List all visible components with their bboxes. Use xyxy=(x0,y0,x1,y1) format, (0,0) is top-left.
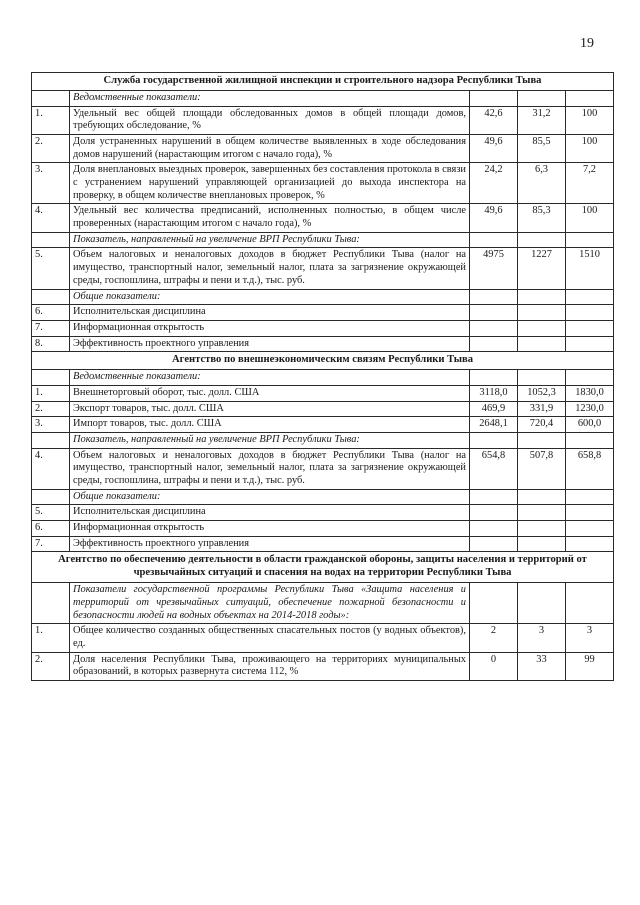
row-number: 2. xyxy=(32,652,70,680)
row-number: 3. xyxy=(32,417,70,433)
empty-cell xyxy=(566,521,614,537)
indicator-value: 42,6 xyxy=(470,106,518,134)
page-number: 19 xyxy=(580,36,594,51)
section-title: Служба государственной жилищной инспекции и строительного надзора Республики Тыва xyxy=(32,73,614,91)
row-number: 1. xyxy=(32,385,70,401)
empty-cell xyxy=(470,336,518,352)
empty-cell xyxy=(32,583,70,624)
row-number: 6. xyxy=(32,305,70,321)
empty-cell xyxy=(32,232,70,248)
empty-cell xyxy=(518,320,566,336)
indicator-value: 1830,0 xyxy=(566,385,614,401)
empty-cell xyxy=(470,536,518,552)
indicator-value: 507,8 xyxy=(518,448,566,489)
group-label: Общие показатели: xyxy=(70,489,470,505)
indicator-description: Импорт товаров, тыс. долл. США xyxy=(70,417,470,433)
empty-cell xyxy=(470,320,518,336)
table-row xyxy=(32,73,614,91)
indicator-value: 2 xyxy=(470,624,518,652)
indicator-description: Объем налоговых и неналоговых доходов в бюджет Республики Тыва (налог на имущество, транспортный налог, земельный налог, плата за загрязнение окружающей среды, госпошлина, штрафы и пени и т.д.), тыс. руб. xyxy=(70,448,470,489)
row-number: 7. xyxy=(32,536,70,552)
indicators-table xyxy=(31,72,614,681)
empty-cell xyxy=(518,370,566,386)
table-row xyxy=(32,134,614,162)
empty-cell xyxy=(518,489,566,505)
table-row xyxy=(32,583,614,624)
table-row xyxy=(32,352,614,370)
table-row xyxy=(32,521,614,537)
indicator-description: Доля устраненных нарушений в общем количестве выявленных в ходе обследования домов нарушений (нарастающим итогом с начало года), % xyxy=(70,134,470,162)
empty-cell xyxy=(566,583,614,624)
empty-cell xyxy=(470,505,518,521)
empty-cell xyxy=(566,336,614,352)
row-number: 4. xyxy=(32,448,70,489)
table-row xyxy=(32,417,614,433)
indicator-value: 99 xyxy=(566,652,614,680)
table-row xyxy=(32,90,614,106)
indicator-value: 658,8 xyxy=(566,448,614,489)
indicator-value: 1052,3 xyxy=(518,385,566,401)
row-number: 7. xyxy=(32,320,70,336)
indicator-value: 7,2 xyxy=(566,163,614,204)
empty-cell xyxy=(566,489,614,505)
indicator-value: 1227 xyxy=(518,248,566,289)
table-row xyxy=(32,489,614,505)
row-number: 5. xyxy=(32,505,70,521)
table-row xyxy=(32,305,614,321)
indicator-value: 654,8 xyxy=(470,448,518,489)
indicator-description: Эффективность проектного управления xyxy=(70,536,470,552)
empty-cell xyxy=(470,432,518,448)
indicator-description: Удельный вес количества предписаний, исполненных полностью, в общем числе проверенных (нарастающим итогом с начало года), % xyxy=(70,204,470,232)
empty-cell xyxy=(566,232,614,248)
empty-cell xyxy=(32,370,70,386)
empty-cell xyxy=(470,305,518,321)
empty-cell xyxy=(518,336,566,352)
indicator-description: Информационная открытость xyxy=(70,320,470,336)
section-title: Агентство по внешнеэкономическим связям Республики Тыва xyxy=(32,352,614,370)
empty-cell xyxy=(470,289,518,305)
indicator-value: 100 xyxy=(566,204,614,232)
table-row xyxy=(32,320,614,336)
table-row xyxy=(32,505,614,521)
table-row xyxy=(32,385,614,401)
indicator-value: 720,4 xyxy=(518,417,566,433)
indicator-description: Объем налоговых и неналоговых доходов в бюджет Республики Тыва (налог на имущество, транспортный налог, земельный налог, плата за загрязнение окружающей среды, госпошлина, штрафы и пени и т.д.), тыс. руб. xyxy=(70,248,470,289)
empty-cell xyxy=(32,90,70,106)
empty-cell xyxy=(518,232,566,248)
empty-cell xyxy=(470,90,518,106)
table-row xyxy=(32,232,614,248)
indicator-value: 24,2 xyxy=(470,163,518,204)
indicator-value: 2648,1 xyxy=(470,417,518,433)
table-row xyxy=(32,163,614,204)
empty-cell xyxy=(566,320,614,336)
indicator-description: Информационная открытость xyxy=(70,521,470,537)
indicator-description: Доля внеплановых выездных проверок, завершенных без составления протокола в связи с устранением нарушений управляющей организацией до выхода инспектора на проверку, в общем количестве внеплановых проверок, % xyxy=(70,163,470,204)
empty-cell xyxy=(566,505,614,521)
indicator-value: 469,9 xyxy=(470,401,518,417)
group-label: Показатель, направленный на увеличение ВРП Республики Тыва: xyxy=(70,432,470,448)
empty-cell xyxy=(32,432,70,448)
empty-cell xyxy=(566,289,614,305)
indicator-value: 49,6 xyxy=(470,134,518,162)
indicator-value: 85,3 xyxy=(518,204,566,232)
indicator-value: 600,0 xyxy=(566,417,614,433)
indicator-value: 6,3 xyxy=(518,163,566,204)
table-row xyxy=(32,401,614,417)
indicator-description: Внешнеторговый оборот, тыс. долл. США xyxy=(70,385,470,401)
row-number: 2. xyxy=(32,401,70,417)
empty-cell xyxy=(470,232,518,248)
empty-cell xyxy=(518,521,566,537)
indicator-value: 0 xyxy=(470,652,518,680)
empty-cell xyxy=(566,370,614,386)
indicator-value: 33 xyxy=(518,652,566,680)
empty-cell xyxy=(470,583,518,624)
indicator-value: 49,6 xyxy=(470,204,518,232)
indicator-description: Экспорт товаров, тыс. долл. США xyxy=(70,401,470,417)
group-label: Ведомственные показатели: xyxy=(70,90,470,106)
indicator-value: 1230,0 xyxy=(566,401,614,417)
table-row xyxy=(32,370,614,386)
table-row xyxy=(32,552,614,583)
table-row xyxy=(32,336,614,352)
group-label: Показатели государственной программы Республики Тыва «Защита населения и территорий от чрезвычайных ситуаций, обеспечение пожарной безопасности и безопасности людей на водных объектах на 2014-2018 годы»: xyxy=(70,583,470,624)
row-number: 6. xyxy=(32,521,70,537)
empty-cell xyxy=(518,432,566,448)
indicator-description: Исполнительская дисциплина xyxy=(70,505,470,521)
row-number: 5. xyxy=(32,248,70,289)
group-label: Показатель, направленный на увеличение ВРП Республики Тыва: xyxy=(70,232,470,248)
empty-cell xyxy=(566,90,614,106)
indicator-value: 3 xyxy=(566,624,614,652)
row-number: 1. xyxy=(32,106,70,134)
empty-cell xyxy=(518,305,566,321)
indicator-description: Доля населения Республики Тыва, проживающего на территориях муниципальных образований, в которых развернута система 112, % xyxy=(70,652,470,680)
table-row xyxy=(32,536,614,552)
indicator-value: 1510 xyxy=(566,248,614,289)
indicator-value: 3 xyxy=(518,624,566,652)
table-row xyxy=(32,289,614,305)
indicator-description: Удельный вес общей площади обследованных домов в общей площади домов, требующих обследование, % xyxy=(70,106,470,134)
table-row xyxy=(32,106,614,134)
indicator-value: 4975 xyxy=(470,248,518,289)
table-row xyxy=(32,432,614,448)
indicator-description: Эффективность проектного управления xyxy=(70,336,470,352)
row-number: 8. xyxy=(32,336,70,352)
indicator-value: 85,5 xyxy=(518,134,566,162)
empty-cell xyxy=(32,289,70,305)
empty-cell xyxy=(518,536,566,552)
empty-cell xyxy=(470,370,518,386)
row-number: 2. xyxy=(32,134,70,162)
table-row xyxy=(32,448,614,489)
empty-cell xyxy=(32,489,70,505)
table-row xyxy=(32,204,614,232)
row-number: 4. xyxy=(32,204,70,232)
empty-cell xyxy=(470,489,518,505)
indicator-description: Общее количество созданных общественных спасательных постов (у водных объектов), ед. xyxy=(70,624,470,652)
empty-cell xyxy=(566,536,614,552)
group-label: Ведомственные показатели: xyxy=(70,370,470,386)
empty-cell xyxy=(566,432,614,448)
group-label: Общие показатели: xyxy=(70,289,470,305)
section-title: Агентство по обеспечению деятельности в области гражданской обороны, защиты населения и территорий от чрезвычайных ситуаций и спасения на водах на территории Республики Тыва xyxy=(32,552,614,583)
indicator-value: 331,9 xyxy=(518,401,566,417)
indicator-value: 3118,0 xyxy=(470,385,518,401)
empty-cell xyxy=(470,521,518,537)
indicator-value: 100 xyxy=(566,106,614,134)
empty-cell xyxy=(518,90,566,106)
row-number: 1. xyxy=(32,624,70,652)
table-row xyxy=(32,652,614,680)
empty-cell xyxy=(518,505,566,521)
empty-cell xyxy=(518,583,566,624)
indicator-value: 31,2 xyxy=(518,106,566,134)
empty-cell xyxy=(518,289,566,305)
indicator-description: Исполнительская дисциплина xyxy=(70,305,470,321)
table-row xyxy=(32,624,614,652)
empty-cell xyxy=(566,305,614,321)
table-row xyxy=(32,248,614,289)
indicator-value: 100 xyxy=(566,134,614,162)
row-number: 3. xyxy=(32,163,70,204)
